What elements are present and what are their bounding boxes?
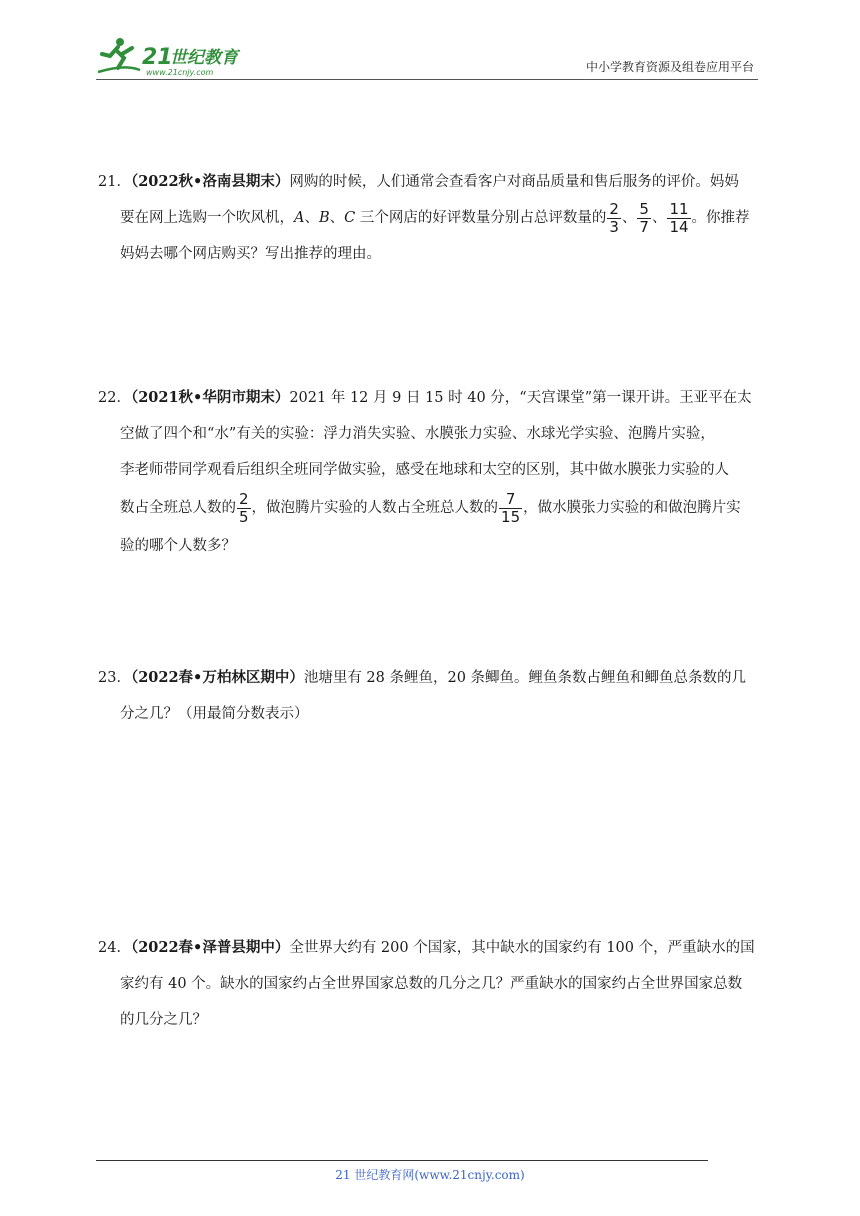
header-platform-text: 中小学教育资源及组卷应用平台 bbox=[585, 60, 754, 74]
separator: 、 bbox=[621, 210, 637, 226]
question-text: 数占全班总人数的 bbox=[120, 500, 236, 516]
question-source: （2022春•泽普县期中） bbox=[130, 939, 290, 956]
separator: 、 bbox=[329, 210, 345, 226]
question-21 bbox=[98, 164, 760, 272]
question-text: 家约有 40 个。缺水的国家约占全世界国家总数的几分之几？严重缺水的国家约占全世界国家总数 bbox=[120, 976, 743, 992]
question-number: 23． bbox=[98, 670, 131, 686]
fraction-denominator: 3 bbox=[609, 217, 619, 236]
question-number: 21． bbox=[98, 174, 131, 190]
question-text: ，做泡腾片实验的人数占全班总人数的 bbox=[251, 500, 499, 516]
fraction-numerator: 11 bbox=[669, 199, 689, 218]
fraction-11-14 bbox=[667, 199, 690, 236]
separator: 、 bbox=[304, 210, 319, 226]
header-divider bbox=[96, 79, 758, 80]
svg-text:世纪教育: 世纪教育 bbox=[170, 48, 238, 68]
question-text: 验的哪个人数多？ bbox=[120, 538, 236, 554]
question-text: 空做了四个和“水”有关的实验：浮力消失实验、水膜张力实验、水球光学实验、泡腾片实验， bbox=[120, 426, 715, 442]
fraction-7-15 bbox=[499, 489, 522, 526]
fraction-5-7 bbox=[637, 199, 651, 236]
question-source: （2022春•万柏林区期中） bbox=[130, 669, 304, 686]
question-22 bbox=[98, 380, 760, 564]
question-23 bbox=[98, 660, 760, 732]
footer-divider bbox=[96, 1160, 708, 1161]
footer-link[interactable]: 21 世纪教育网(www.21cnjy.com) bbox=[335, 1168, 525, 1182]
question-text: 分之几？（用最简分数表示） bbox=[120, 706, 309, 722]
fraction-2-5 bbox=[237, 489, 251, 526]
question-source: （2021秋•华阴市期末） bbox=[130, 389, 290, 406]
fraction-denominator: 14 bbox=[669, 217, 689, 236]
fraction-denominator: 15 bbox=[501, 507, 521, 526]
fraction-numerator: 2 bbox=[609, 199, 619, 218]
page-header bbox=[96, 30, 758, 80]
store-c-label: C bbox=[344, 210, 356, 226]
question-text: 李老师带同学观看后组织全班同学做实验，感受在地球和太空的区别，其中做水膜张力实验的人 bbox=[120, 462, 729, 478]
question-text: 的几分之几？ bbox=[120, 1012, 207, 1028]
store-a-label: A bbox=[294, 210, 305, 226]
question-24 bbox=[98, 930, 760, 1038]
fraction-denominator: 5 bbox=[239, 507, 249, 526]
svg-text:21: 21 bbox=[142, 45, 173, 70]
fraction-numerator: 5 bbox=[639, 199, 649, 218]
fraction-numerator: 7 bbox=[505, 489, 516, 508]
fraction-denominator: 7 bbox=[639, 217, 649, 236]
store-b-label: B bbox=[318, 210, 330, 226]
separator: 、 bbox=[651, 210, 667, 226]
question-text: 2021 年 12 月 9 日 15 时 40 分，“天宫课堂”第一课开讲。王亚平在太 bbox=[289, 390, 752, 406]
question-number: 22． bbox=[98, 390, 131, 406]
question-text: 全世界大约有 200 个国家，其中缺水的国家约有 100 个，严重缺水的国 bbox=[289, 940, 755, 956]
site-logo bbox=[96, 34, 266, 78]
svg-text:www.21cnjy.com: www.21cnjy.com bbox=[146, 68, 214, 77]
question-number: 24． bbox=[98, 940, 131, 956]
question-text: 要在网上选购一个吹风机， bbox=[120, 210, 294, 226]
question-source: （2022秋•洛南县期末） bbox=[130, 173, 290, 190]
question-text: 网购的时候，人们通常会查看客户对商品质量和售后服务的评价。妈妈 bbox=[289, 174, 739, 190]
question-text: 。你推荐 bbox=[691, 210, 750, 226]
question-text: ，做水膜张力实验的和做泡腾片实 bbox=[523, 500, 741, 516]
fraction-numerator: 2 bbox=[239, 489, 249, 508]
fraction-2-3 bbox=[607, 199, 621, 236]
question-text: 池塘里有 28 条鲤鱼，20 条鲫鱼。鲤鱼条数占鲤鱼和鲫鱼总条数的几 bbox=[303, 670, 747, 686]
question-text: 妈妈去哪个网店购买？写出推荐的理由。 bbox=[120, 246, 381, 262]
question-text: 三个网店的好评数量分别占总评数量的 bbox=[355, 210, 607, 226]
